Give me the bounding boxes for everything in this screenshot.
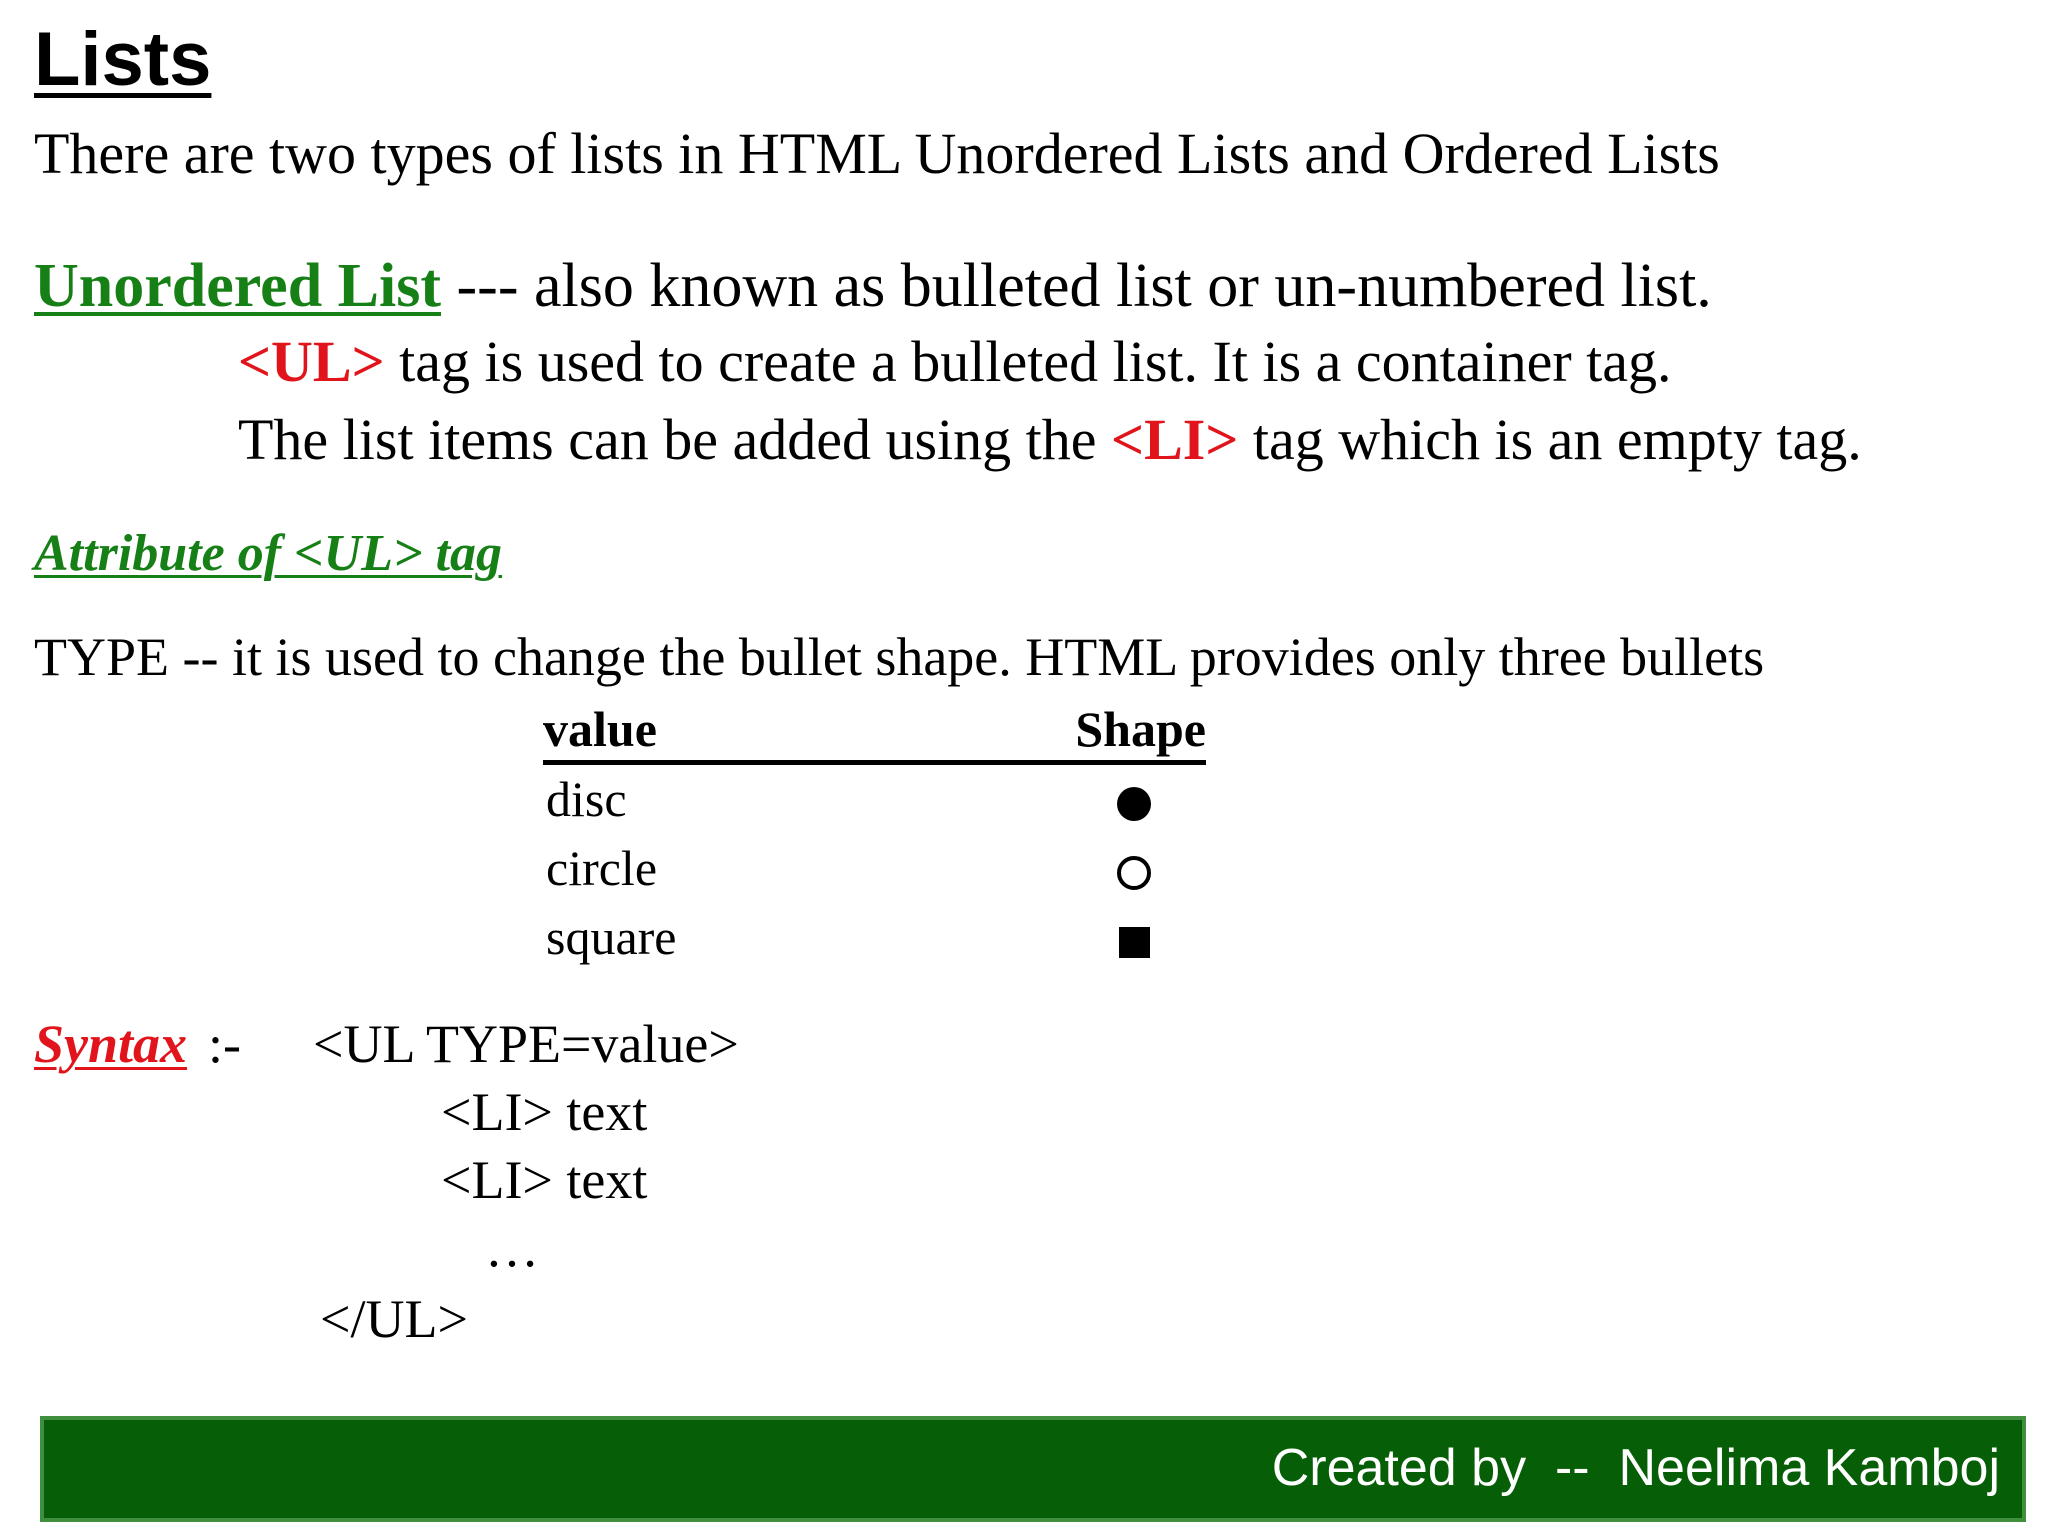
footer-bar	[40, 1416, 2026, 1522]
filled-square-icon	[1119, 927, 1150, 958]
table-row	[543, 765, 1206, 834]
table-row	[543, 834, 1206, 903]
code-line: <LI> text	[441, 1150, 648, 1210]
li-tag-line	[238, 408, 1862, 472]
li-line-before: The list items can be added using the	[238, 407, 1112, 472]
header-value: value	[543, 701, 657, 757]
unordered-list-description: --- also known as bulleted list or un-numbered list.	[441, 252, 1712, 320]
hollow-circle-icon	[1117, 856, 1151, 890]
li-tag: <LI>	[1111, 407, 1239, 472]
ul-tag-line	[238, 330, 1672, 394]
syntax-label: Syntax	[34, 1014, 188, 1074]
ul-tag: <UL>	[238, 329, 385, 394]
code-line: </UL>	[320, 1289, 468, 1349]
li-line-after: tag which is an empty tag.	[1238, 407, 1862, 472]
unordered-list-heading	[34, 252, 1712, 320]
table-row	[543, 903, 1206, 972]
table-header	[543, 698, 1206, 765]
code-line: <LI> text	[441, 1082, 648, 1142]
bullet-shape-table	[543, 698, 1206, 972]
intro-text: There are two types of lists in HTML Unordered Lists and Ordered Lists	[34, 121, 1720, 186]
unordered-list-term: Unordered List	[34, 252, 442, 320]
ul-tag-description: tag is used to create a bulleted list. It is a container tag.	[384, 329, 1672, 394]
syntax-separator: :-	[208, 1014, 241, 1074]
row-value: disc	[546, 771, 627, 827]
row-value: square	[546, 909, 677, 965]
filled-circle-icon	[1117, 787, 1151, 821]
row-value: circle	[546, 840, 658, 896]
code-line: …	[485, 1218, 539, 1278]
footer-credit: Created by -- Neelima Kamboj	[1271, 1439, 2000, 1497]
attribute-heading: Attribute of <UL> tag	[34, 525, 503, 582]
header-shape: Shape	[1075, 701, 1206, 757]
code-line: <UL TYPE=value>	[313, 1014, 739, 1074]
slide-title: Lists	[34, 17, 212, 102]
type-description: TYPE -- it is used to change the bullet shape. HTML provides only three bullets	[34, 627, 1765, 687]
